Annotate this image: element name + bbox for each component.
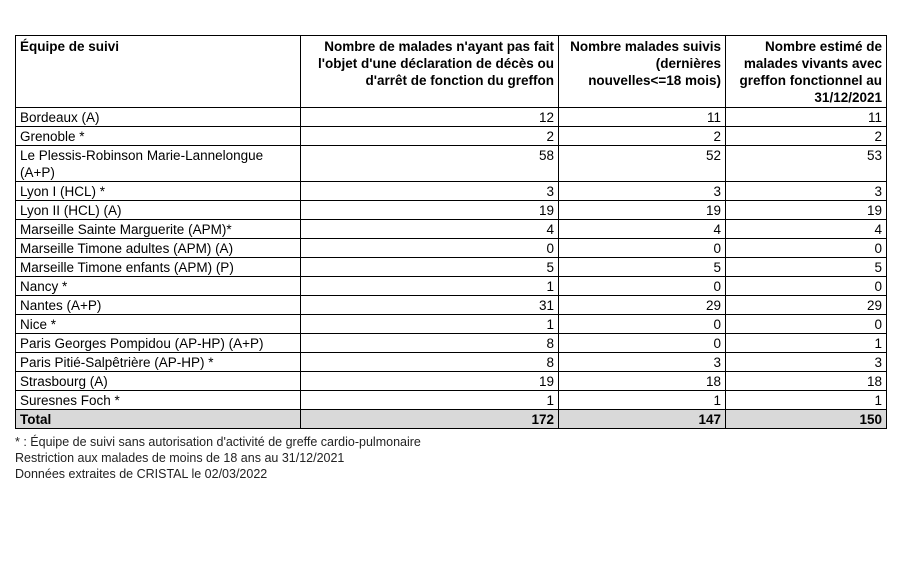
cell-equipe: Lyon II (HCL) (A) <box>16 201 301 220</box>
cell-value: 29 <box>726 296 887 315</box>
table-body <box>16 108 887 429</box>
cell-value: 58 <box>301 146 559 182</box>
cell-equipe: Nantes (A+P) <box>16 296 301 315</box>
cell-value: 0 <box>559 239 726 258</box>
total-label: Total <box>16 410 301 429</box>
cell-value: 2 <box>726 127 887 146</box>
cell-equipe: Paris Pitié-Salpêtrière (AP-HP) * <box>16 353 301 372</box>
table-row <box>16 391 887 410</box>
table-row <box>16 201 887 220</box>
cell-value: 18 <box>559 372 726 391</box>
cell-value: 1 <box>726 334 887 353</box>
cell-equipe: Bordeaux (A) <box>16 108 301 127</box>
cell-value: 1 <box>726 391 887 410</box>
cell-value: 0 <box>559 334 726 353</box>
cell-equipe: Marseille Sainte Marguerite (APM)* <box>16 220 301 239</box>
table-row <box>16 108 887 127</box>
cell-equipe: Le Plessis-Robinson Marie-Lannelongue (A+P) <box>16 146 301 182</box>
cell-value: 2 <box>301 127 559 146</box>
header-malades-vivants: Nombre estimé de malades vivants avec greffon fonctionnel au 31/12/2021 <box>726 36 887 108</box>
header-equipe: Équipe de suivi <box>16 36 301 108</box>
cell-value: 3 <box>301 182 559 201</box>
cell-value: 11 <box>559 108 726 127</box>
cell-equipe: Marseille Timone adultes (APM) (A) <box>16 239 301 258</box>
table-row <box>16 353 887 372</box>
cell-value: 29 <box>559 296 726 315</box>
cell-value: 5 <box>559 258 726 277</box>
cell-value: 53 <box>726 146 887 182</box>
cell-value: 0 <box>301 239 559 258</box>
total-value: 172 <box>301 410 559 429</box>
cell-value: 52 <box>559 146 726 182</box>
cell-equipe: Strasbourg (A) <box>16 372 301 391</box>
total-value: 150 <box>726 410 887 429</box>
table-row <box>16 220 887 239</box>
table-row <box>16 239 887 258</box>
cell-value: 1 <box>301 315 559 334</box>
table-row <box>16 146 887 182</box>
cell-value: 18 <box>726 372 887 391</box>
cell-value: 3 <box>559 353 726 372</box>
cell-equipe: Paris Georges Pompidou (AP-HP) (A+P) <box>16 334 301 353</box>
footnote-asterisk: * : Équipe de suivi sans autorisation d'activité de greffe cardio-pulmonaire <box>15 435 421 449</box>
cell-value: 3 <box>726 353 887 372</box>
total-value: 147 <box>559 410 726 429</box>
cell-equipe: Grenoble * <box>16 127 301 146</box>
cell-equipe: Marseille Timone enfants (APM) (P) <box>16 258 301 277</box>
cell-value: 4 <box>301 220 559 239</box>
cell-value: 19 <box>559 201 726 220</box>
footnotes <box>15 434 886 482</box>
header-row <box>16 36 887 108</box>
followup-table <box>15 35 887 429</box>
table-row <box>16 277 887 296</box>
cell-value: 19 <box>301 372 559 391</box>
cell-equipe: Nancy * <box>16 277 301 296</box>
table-header <box>16 36 887 108</box>
cell-value: 0 <box>726 315 887 334</box>
cell-equipe: Lyon I (HCL) * <box>16 182 301 201</box>
table-row <box>16 182 887 201</box>
cell-value: 19 <box>726 201 887 220</box>
cell-value: 19 <box>301 201 559 220</box>
cell-value: 1 <box>301 277 559 296</box>
cell-equipe: Suresnes Foch * <box>16 391 301 410</box>
footnote-restriction: Restriction aux malades de moins de 18 ans au 31/12/2021 <box>15 451 345 465</box>
cell-value: 1 <box>301 391 559 410</box>
header-malades-suivis: Nombre malades suivis (dernières nouvelles<=18 mois) <box>559 36 726 108</box>
cell-value: 11 <box>726 108 887 127</box>
table-row <box>16 258 887 277</box>
cell-value: 31 <box>301 296 559 315</box>
footnote-source: Données extraites de CRISTAL le 02/03/2022 <box>15 467 268 481</box>
cell-value: 0 <box>559 315 726 334</box>
table-container <box>15 35 886 482</box>
cell-value: 5 <box>301 258 559 277</box>
cell-value: 0 <box>726 239 887 258</box>
table-row <box>16 296 887 315</box>
cell-value: 2 <box>559 127 726 146</box>
table-row <box>16 127 887 146</box>
total-row <box>16 410 887 429</box>
table-row <box>16 334 887 353</box>
cell-value: 1 <box>559 391 726 410</box>
cell-value: 4 <box>559 220 726 239</box>
cell-value: 8 <box>301 334 559 353</box>
cell-value: 12 <box>301 108 559 127</box>
cell-value: 0 <box>559 277 726 296</box>
cell-equipe: Nice * <box>16 315 301 334</box>
cell-value: 8 <box>301 353 559 372</box>
table-row <box>16 372 887 391</box>
cell-value: 3 <box>559 182 726 201</box>
header-malades-non-declares: Nombre de malades n'ayant pas fait l'objet d'une déclaration de décès ou d'arrêt de fonction du greffon <box>301 36 559 108</box>
cell-value: 0 <box>726 277 887 296</box>
cell-value: 5 <box>726 258 887 277</box>
table-row <box>16 315 887 334</box>
cell-value: 3 <box>726 182 887 201</box>
cell-value: 4 <box>726 220 887 239</box>
